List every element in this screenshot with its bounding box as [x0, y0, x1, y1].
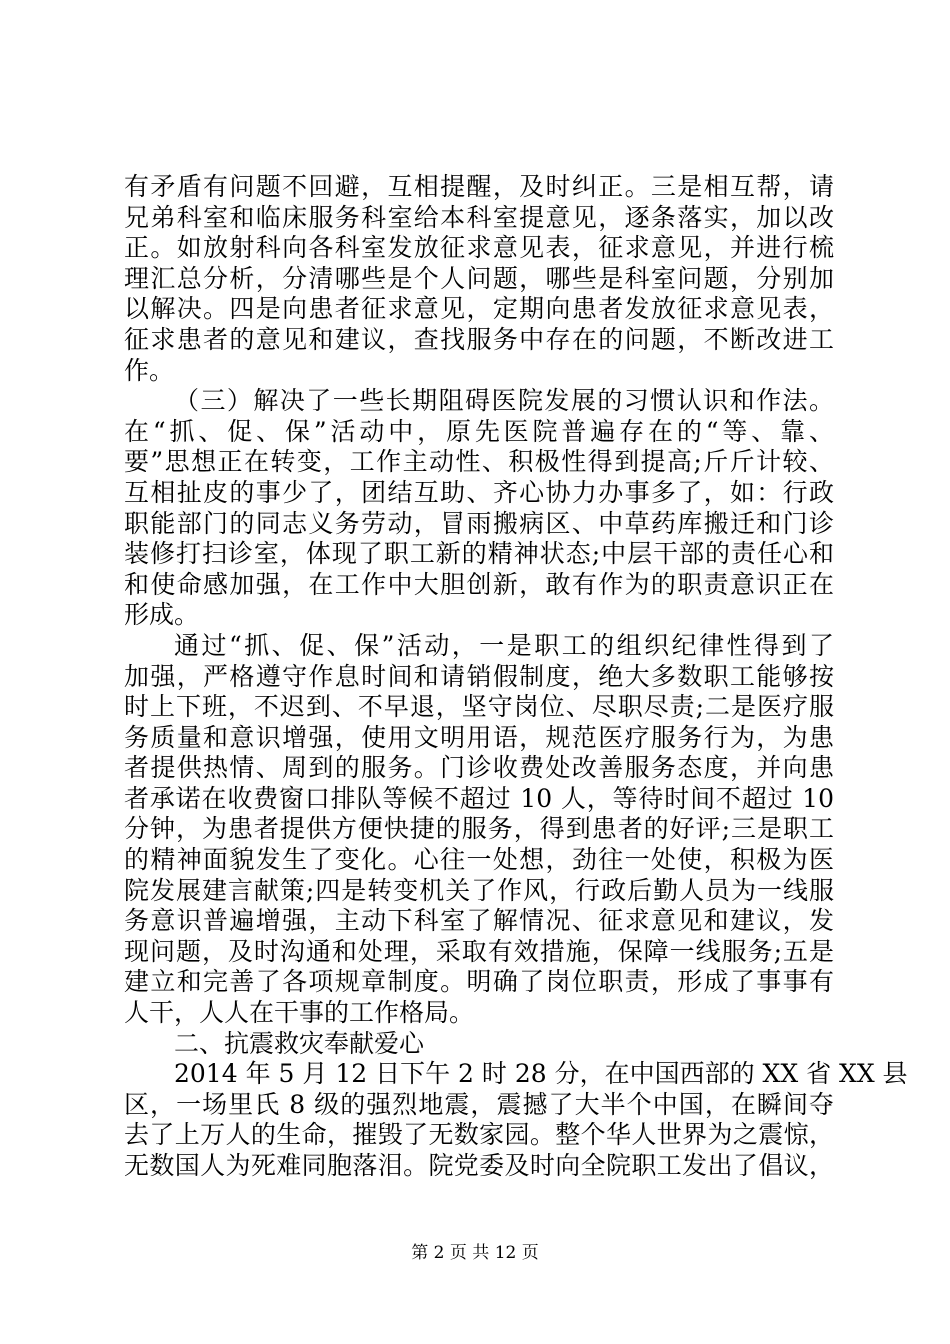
text-line: 作。 [124, 355, 175, 385]
text-line: 区，一场里氏 8 级的强烈地震，震撼了大半个中国，在瞬间夺 [124, 1089, 834, 1119]
text-line: 者提供热情、周到的服务。门诊收费处改善服务态度，并向患 [124, 753, 834, 783]
text-line: 在“抓、促、保”活动中，原先医院普遍存在的“等、靠、 [124, 416, 834, 446]
text-line: 务意识普遍增强，主动下科室了解情况、征求意见和建议，发 [124, 906, 834, 936]
text-line: 有矛盾有问题不回避，互相提醒，及时纠正。三是相互帮，请 [124, 172, 834, 201]
text-line: 要”思想正在转变，工作主动性、积极性得到提高;斤斤计较、 [124, 447, 834, 477]
document-body [124, 172, 908, 1182]
text-line: 院发展建言献策;四是转变机关了作风，行政后勤人员为一线服 [124, 875, 834, 905]
text-line: 分钟，为患者提供方便快捷的服务，得到患者的好评;三是职工 [124, 814, 834, 844]
text-line: 互相扯皮的事少了，团结互助、齐心协力办事多了，如：行政 [124, 477, 834, 507]
text-line: 者承诺在收费窗口排队等候不超过 10 人，等待时间不超过 10 [124, 783, 834, 813]
paragraph-start: 2014 年 5 月 12 日下午 2 时 28 分，在中国西部的 XX 省 XX 县 [174, 1059, 908, 1089]
text-line: 建立和完善了各项规章制度。明确了岗位职责，形成了事事有 [124, 967, 834, 997]
text-line: 时上下班，不迟到、不早退，坚守岗位、尽职尽责;二是医疗服 [124, 692, 834, 722]
text-line: 无数国人为死难同胞落泪。院党委及时向全院职工发出了倡议， [124, 1151, 834, 1180]
text-line: 以解决。四是向患者征求意见，定期向患者发放征求意见表， [124, 294, 834, 324]
text-line: 兄弟科室和临床服务科室给本科室提意见，逐条落实，加以改 [124, 202, 834, 232]
text-line: 征求患者的意见和建议，查找服务中存在的问题，不断改进工 [124, 324, 834, 354]
text-line: 现问题，及时沟通和处理，采取有效措施，保障一线服务;五是 [124, 936, 834, 966]
paragraph-start: 通过“抓、促、保”活动，一是职工的组织纪律性得到了 [174, 630, 834, 660]
text-line: 形成。 [124, 600, 200, 630]
section-heading-3: （三）解决了一些长期阻碍医院发展的习惯认识和作法。 [174, 386, 834, 416]
page-number-footer: 第 2 页 共 12 页 [411, 1243, 539, 1263]
text-line: 职能部门的同志义务劳动，冒雨搬病区、中草药库搬迁和门诊 [124, 508, 834, 538]
text-line: 加强，严格遵守作息时间和请销假制度，绝大多数职工能够按 [124, 661, 834, 691]
text-line: 务质量和意识增强，使用文明用语，规范医疗服务行为，为患 [124, 722, 834, 752]
text-line: 理汇总分析，分清哪些是个人问题，哪些是科室问题，分别加 [124, 263, 834, 293]
text-line: 人干，人人在干事的工作格局。 [124, 998, 475, 1028]
text-line: 正。如放射科向各科室发放征求意见表，征求意见，并进行梳 [124, 233, 834, 263]
section-heading-2: 二、抗震救灾奉献爱心 [174, 1028, 425, 1058]
text-line: 装修打扫诊室，体现了职工新的精神状态;中层干部的责任心和 [124, 539, 834, 569]
text-line: 和使命感加强，在工作中大胆创新，敢有作为的职责意识正在 [124, 569, 834, 599]
text-line: 去了上万人的生命，摧毁了无数家园。整个华人世界为之震惊， [124, 1120, 834, 1150]
text-line: 的精神面貌发生了变化。心往一处想，劲往一处使，积极为医 [124, 845, 834, 875]
